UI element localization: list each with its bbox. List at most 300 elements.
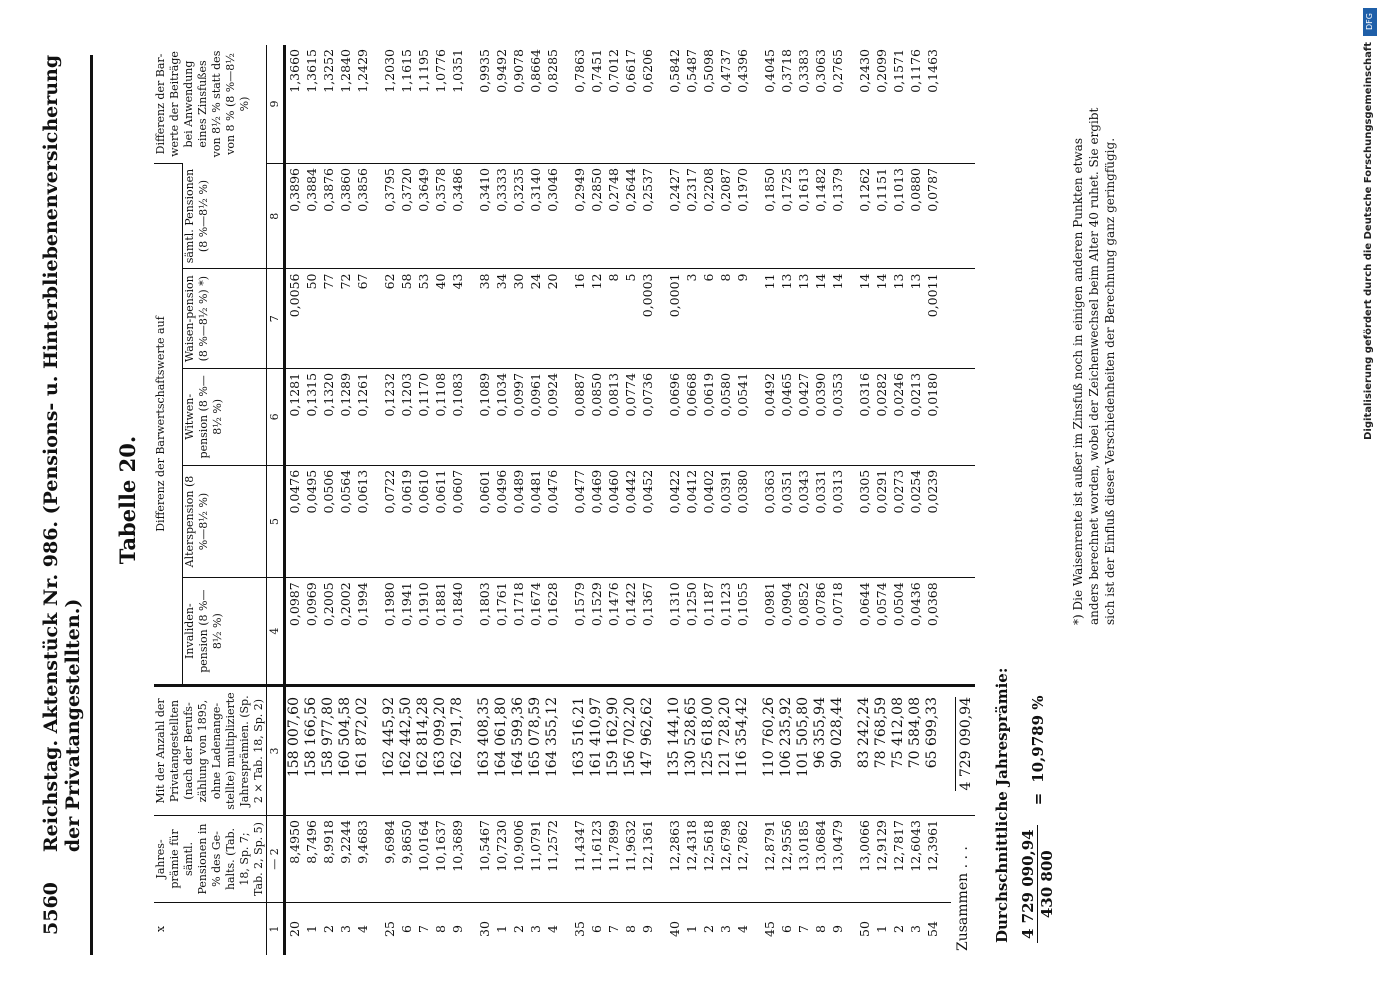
- old-age-cell: 0,0489: [510, 465, 527, 578]
- table-row: [449, 45, 476, 955]
- empty-cell: [951, 45, 975, 164]
- contribution-diff-cell: 0,5842: [667, 49, 682, 93]
- premium-cell: 9,8650: [398, 816, 415, 903]
- all-pensions-cell: 0,3795: [381, 164, 398, 270]
- orphan-cell: 6: [700, 269, 717, 368]
- contribution-diff-cell: 0,1571: [891, 49, 906, 93]
- widow-cell: 0,0580: [717, 368, 734, 465]
- orphan-cell: 0,0001: [666, 269, 683, 368]
- multiplied-premium-cell: 121 728,20: [717, 686, 734, 816]
- col-header-multiplied-premium: Mit der Anzahl der Privatangestellten (nach der Berufs-zählung von 1895, ohne Ladenange-stellte) multiplizierte Jahresprämien. (Sp. 2 × Tab. 18, Sp. 2): [154, 686, 267, 816]
- premium-cell: 9,2244: [337, 816, 354, 903]
- widow-cell: 0,0390: [812, 368, 829, 465]
- contribution-diff-cell: 0,8664: [528, 49, 543, 93]
- orphan-cell: 67: [354, 269, 381, 368]
- premium-cell: 12,8791: [761, 816, 778, 903]
- all-pensions-cell: 0,3856: [354, 164, 381, 270]
- premium-cell: 10,5467: [476, 816, 493, 903]
- multiplied-premium-cell: 162 791,78: [449, 686, 476, 816]
- multiplied-premium-cell: 125 618,00: [700, 686, 717, 816]
- equals-sign: =: [1028, 792, 1047, 806]
- multiplied-premium-cell: 161 410,97: [588, 686, 605, 816]
- all-pensions-cell: 0,3235: [510, 164, 527, 270]
- old-age-cell: 0,0601: [476, 465, 493, 578]
- multiplied-premium-cell: 147 962,62: [639, 686, 666, 816]
- orphan-cell: 0,0011: [924, 269, 951, 368]
- orphan-cell: 34: [493, 269, 510, 368]
- page-content: [40, 45, 1118, 955]
- age-cell: 6: [398, 903, 415, 956]
- multiplied-premium-cell: 75 412,08: [890, 686, 907, 816]
- orphan-cell: 24: [527, 269, 544, 368]
- table-row: [605, 45, 622, 955]
- table-row: [907, 45, 924, 955]
- old-age-cell: 0,0477: [571, 465, 588, 578]
- multiplied-premium-cell: 164 355,12: [544, 686, 571, 816]
- empty-cell: [951, 164, 975, 270]
- old-age-cell: 0,0363: [761, 465, 778, 578]
- widow-cell: 0,0213: [907, 368, 924, 465]
- all-pensions-cell: 0,3578: [432, 164, 449, 270]
- multiplied-premium-cell: 162 442,50: [398, 686, 415, 816]
- age-cell: 30: [476, 903, 493, 956]
- contribution-diff-cell: 0,7451: [589, 49, 604, 93]
- invalidity-cell: 0,0436: [907, 578, 924, 686]
- all-pensions-cell: 0,3896: [285, 164, 304, 270]
- credit-text: Digitalisierung gefördert durch die Deutsche Forschungsgemeinschaft: [1363, 42, 1374, 440]
- widow-cell: 0,1261: [354, 368, 381, 465]
- contribution-diff-cell: 1,2840: [338, 49, 353, 93]
- old-age-cell: 0,0343: [795, 465, 812, 578]
- old-age-cell: 0,0412: [683, 465, 700, 578]
- all-pensions-cell: 0,2748: [605, 164, 622, 270]
- orphan-cell: 14: [829, 269, 856, 368]
- table-row: [812, 45, 829, 955]
- widow-cell: 0,0353: [829, 368, 856, 465]
- premium-cell: 10,9006: [510, 816, 527, 903]
- orphan-cell: 43: [449, 269, 476, 368]
- all-pensions-cell: 0,2949: [571, 164, 588, 270]
- age-cell: 50: [856, 903, 873, 956]
- age-cell: 9: [449, 903, 476, 956]
- old-age-cell: 0,0722: [381, 465, 398, 578]
- premium-cell: 13,0479: [829, 816, 856, 903]
- widow-cell: 0,1170: [415, 368, 432, 465]
- widow-cell: 0,1083: [449, 368, 476, 465]
- old-age-cell: 0,0239: [924, 465, 951, 578]
- contribution-diff-cell: 1,0776: [433, 49, 448, 93]
- age-cell: 35: [571, 903, 588, 956]
- widow-cell: 0,0619: [700, 368, 717, 465]
- premium-cell: 12,7862: [734, 816, 761, 903]
- contribution-diff-cell: 0,4396: [735, 49, 750, 93]
- footnote: *) Die Waisenrente ist außer im Zinsfuß noch in einigen anderen Punkten etwas anders berechnet worden, wobei der Zeichenwechsel beim Alter 40 ruhet. Sie ergibt sich ist der Einfluß dieser Verschiedenheiten der Berechnung ganz geringfügig.: [1071, 107, 1117, 625]
- premium-cell: 12,6798: [717, 816, 734, 903]
- all-pensions-cell: 0,3486: [449, 164, 476, 270]
- all-pensions-cell: 0,0880: [907, 164, 924, 270]
- table-row: [829, 45, 856, 955]
- orphan-cell: 20: [544, 269, 571, 368]
- age-cell: 2: [510, 903, 527, 956]
- contribution-diff-cell: 1,2429: [355, 49, 370, 93]
- total-row: [951, 45, 975, 955]
- orphan-cell: 3: [683, 269, 700, 368]
- age-cell: 25: [381, 903, 398, 956]
- old-age-cell: 0,0607: [449, 465, 476, 578]
- invalidity-cell: 0,1718: [510, 578, 527, 686]
- invalidity-cell: 0,0718: [829, 578, 856, 686]
- table-row: [761, 45, 778, 955]
- multiplied-premium-cell: 162 445,92: [381, 686, 398, 816]
- invalidity-cell: 0,1803: [476, 578, 493, 686]
- orphan-cell: 13: [778, 269, 795, 368]
- all-pensions-cell: 0,2427: [666, 164, 683, 270]
- orphan-cell: 14: [873, 269, 890, 368]
- running-head: [40, 45, 84, 935]
- multiplied-premium-cell: 116 354,42: [734, 686, 761, 816]
- multiplied-premium-cell: 96 355,94: [812, 686, 829, 816]
- contribution-diff-cell: 0,8285: [545, 49, 560, 93]
- invalidity-cell: 0,1123: [717, 578, 734, 686]
- old-age-cell: 0,0313: [829, 465, 856, 578]
- all-pensions-cell: 0,3876: [320, 164, 337, 270]
- all-pensions-cell: 0,1850: [761, 164, 778, 270]
- orphan-cell: 13: [907, 269, 924, 368]
- multiplied-premium-cell: 160 504,58: [337, 686, 354, 816]
- all-pensions-cell: 0,2850: [588, 164, 605, 270]
- orphan-cell: 8: [605, 269, 622, 368]
- table-row: [666, 45, 683, 955]
- contribution-diff-cell: 0,2430: [857, 49, 872, 93]
- average-result: 10,9789 %: [1028, 695, 1047, 783]
- contribution-diff-cell: 1,3615: [304, 49, 319, 93]
- invalidity-cell: 0,0786: [812, 578, 829, 686]
- fraction-denominator: 430 800: [1038, 850, 1056, 919]
- col-header-group: Differenz der Barwertschaftswerte auf: [154, 164, 182, 686]
- premium-cell: 11,6123: [588, 816, 605, 903]
- invalidity-cell: 0,1674: [527, 578, 544, 686]
- widow-cell: 0,0774: [622, 368, 639, 465]
- widow-cell: 0,0668: [683, 368, 700, 465]
- invalidity-cell: 0,1422: [622, 578, 639, 686]
- multiplied-premium-cell: 163 099,20: [432, 686, 449, 816]
- all-pensions-cell: 0,3884: [303, 164, 320, 270]
- multiplied-premium-cell: 164 599,36: [510, 686, 527, 816]
- average-fraction: [1019, 825, 1056, 943]
- widow-cell: 0,0427: [795, 368, 812, 465]
- contribution-diff-cell: 0,3718: [779, 49, 794, 93]
- column-numbers: [267, 45, 285, 955]
- widow-cell: 0,0961: [527, 368, 544, 465]
- orphan-cell: 9: [734, 269, 761, 368]
- empty-cell: [951, 368, 975, 465]
- widow-cell: 0,0180: [924, 368, 951, 465]
- age-cell: 1: [873, 903, 890, 956]
- old-age-cell: 0,0481: [527, 465, 544, 578]
- old-age-cell: 0,0610: [415, 465, 432, 578]
- old-age-cell: 0,0506: [320, 465, 337, 578]
- old-age-cell: 0,0564: [337, 465, 354, 578]
- premium-cell: 9,4683: [354, 816, 381, 903]
- contribution-diff-cell: 0,1463: [925, 49, 940, 93]
- orphan-cell: 0,0056: [285, 269, 304, 368]
- invalidity-cell: 0,1055: [734, 578, 761, 686]
- age-cell: 4: [354, 903, 381, 956]
- invalidity-cell: 0,1529: [588, 578, 605, 686]
- orphan-cell: 8: [717, 269, 734, 368]
- table-row: [717, 45, 734, 955]
- average-label: Durchschnittliche Jahresprämie:: [993, 667, 1011, 943]
- age-cell: 9: [639, 903, 666, 956]
- old-age-cell: 0,0254: [907, 465, 924, 578]
- age-cell: 8: [432, 903, 449, 956]
- premium-cell: 12,7817: [890, 816, 907, 903]
- age-cell: 1: [493, 903, 510, 956]
- table-body: [285, 45, 976, 955]
- age-cell: 1: [683, 903, 700, 956]
- table-row: [381, 45, 398, 955]
- multiplied-premium-cell: 163 516,21: [571, 686, 588, 816]
- premium-cell: 10,3689: [449, 816, 476, 903]
- average-block: [993, 45, 1056, 943]
- premium-cell: 12,3961: [924, 816, 951, 903]
- col-header-annual-premium: Jahres-prämie für sämtl. Pensionen in % des Ge-halts. (Tab. 18, Sp. 7; Tab. 2, Sp. 5): [154, 816, 267, 903]
- all-pensions-cell: 0,3333: [493, 164, 510, 270]
- col-num: 9: [267, 45, 285, 164]
- col-num: 3: [267, 686, 285, 816]
- multiplied-premium-cell: 110 760,26: [761, 686, 778, 816]
- table-row: [415, 45, 432, 955]
- widow-cell: 0,1203: [398, 368, 415, 465]
- invalidity-cell: 0,0644: [856, 578, 873, 686]
- multiplied-premium-cell: 130 528,65: [683, 686, 700, 816]
- contribution-diff-cell: 0,5487: [684, 49, 699, 93]
- premium-cell: 8,4950: [285, 816, 304, 903]
- invalidity-cell: 0,1579: [571, 578, 588, 686]
- premium-cell: 10,7230: [493, 816, 510, 903]
- premium-cell: 12,6043: [907, 816, 924, 903]
- col-num: 8: [267, 164, 285, 270]
- all-pensions-cell: 0,1013: [890, 164, 907, 270]
- widow-cell: 0,1108: [432, 368, 449, 465]
- invalidity-cell: 0,0368: [924, 578, 951, 686]
- all-pensions-cell: 0,3410: [476, 164, 493, 270]
- invalidity-cell: 0,0969: [303, 578, 320, 686]
- age-cell: 3: [717, 903, 734, 956]
- fraction-numerator: 4 729 090,94: [1019, 825, 1038, 943]
- col-header-all-pensions: sämtl. Pensionen (8 %—8½ %): [182, 164, 266, 270]
- multiplied-premium-cell: 159 162,90: [605, 686, 622, 816]
- multiplied-premium-cell: 106 235,92: [778, 686, 795, 816]
- multiplied-premium-cell: 65 699,33: [924, 686, 951, 816]
- all-pensions-cell: 0,1970: [734, 164, 761, 270]
- multiplied-premium-cell: 158 977,80: [320, 686, 337, 816]
- age-cell: 20: [285, 903, 304, 956]
- old-age-cell: 0,0613: [354, 465, 381, 578]
- orphan-cell: 40: [432, 269, 449, 368]
- widow-cell: 0,1034: [493, 368, 510, 465]
- premium-cell: 12,4318: [683, 816, 700, 903]
- invalidity-cell: 0,0504: [890, 578, 907, 686]
- multiplied-premium-cell: 70 584,08: [907, 686, 924, 816]
- old-age-cell: 0,0331: [812, 465, 829, 578]
- old-age-cell: 0,0422: [666, 465, 683, 578]
- all-pensions-cell: 0,1262: [856, 164, 873, 270]
- invalidity-cell: 0,1310: [666, 578, 683, 686]
- invalidity-cell: 0,1367: [639, 578, 666, 686]
- all-pensions-cell: 0,2087: [717, 164, 734, 270]
- age-cell: 9: [829, 903, 856, 956]
- orphan-cell: 14: [812, 269, 829, 368]
- age-cell: 8: [812, 903, 829, 956]
- premium-cell: 11,9632: [622, 816, 639, 903]
- premium-cell: 11,4347: [571, 816, 588, 903]
- col-num: 7: [267, 269, 285, 368]
- orphan-cell: 16: [571, 269, 588, 368]
- widow-cell: 0,1289: [337, 368, 354, 465]
- table-row: [337, 45, 354, 955]
- orphan-cell: 30: [510, 269, 527, 368]
- orphan-cell: 53: [415, 269, 432, 368]
- contribution-diff-cell: 1,2030: [382, 49, 397, 93]
- age-cell: 7: [415, 903, 432, 956]
- col-header-contribution-difference: Differenz der Bar-werte der Beiträge bei Anwendung eines Zinsfußes von 8½ % statt des von 8 % (8 %—8½ %): [154, 45, 267, 164]
- table-row: [683, 45, 700, 955]
- invalidity-cell: 0,1840: [449, 578, 476, 686]
- orphan-cell: 77: [320, 269, 337, 368]
- multiplied-premium-cell: 163 408,35: [476, 686, 493, 816]
- premium-cell: 12,1361: [639, 816, 666, 903]
- orphan-cell: 50: [303, 269, 320, 368]
- widow-cell: 0,1320: [320, 368, 337, 465]
- all-pensions-cell: 0,3860: [337, 164, 354, 270]
- old-age-cell: 0,0469: [588, 465, 605, 578]
- widow-cell: 0,0696: [666, 368, 683, 465]
- old-age-cell: 0,0291: [873, 465, 890, 578]
- age-cell: 3: [527, 903, 544, 956]
- running-title: Reichstag. Aktenstück Nr. 986. (Pensions- u. Hinterbliebenenversicherung der Privatangestellten.): [40, 54, 84, 853]
- invalidity-cell: 0,1187: [700, 578, 717, 686]
- premium-cell: 9,6984: [381, 816, 398, 903]
- widow-cell: 0,0736: [639, 368, 666, 465]
- contribution-diff-cell: 0,2765: [830, 49, 845, 93]
- contribution-diff-cell: 0,5098: [701, 49, 716, 93]
- age-cell: 4: [544, 903, 571, 956]
- table-row: [622, 45, 639, 955]
- age-cell: 3: [907, 903, 924, 956]
- all-pensions-cell: 0,3140: [527, 164, 544, 270]
- contribution-diff-cell: 0,9935: [477, 49, 492, 93]
- table-row: [398, 45, 415, 955]
- all-pensions-cell: 0,2317: [683, 164, 700, 270]
- orphan-cell: 12: [588, 269, 605, 368]
- all-pensions-cell: 0,3046: [544, 164, 571, 270]
- contribution-diff-cell: 0,7012: [606, 49, 621, 93]
- table-row: [354, 45, 381, 955]
- invalidity-cell: 0,1910: [415, 578, 432, 686]
- contribution-diff-cell: 0,1176: [908, 49, 923, 93]
- page-number: 5560: [40, 882, 62, 935]
- premium-cell: 12,2863: [666, 816, 683, 903]
- premium-cell: 11,7899: [605, 816, 622, 903]
- data-table: [154, 45, 975, 955]
- orphan-cell: 13: [795, 269, 812, 368]
- old-age-cell: 0,0452: [639, 465, 666, 578]
- all-pensions-cell: 0,0787: [924, 164, 951, 270]
- premium-cell: 11,0791: [527, 816, 544, 903]
- multiplied-premium-cell: 90 028,44: [829, 686, 856, 816]
- all-pensions-cell: 0,2537: [639, 164, 666, 270]
- average-formula: [1019, 45, 1056, 943]
- age-cell: 4: [734, 903, 761, 956]
- contribution-diff-cell: 0,3063: [813, 49, 828, 93]
- widow-cell: 0,0246: [890, 368, 907, 465]
- old-age-cell: 0,0442: [622, 465, 639, 578]
- multiplied-premium-cell: 165 078,59: [527, 686, 544, 816]
- contribution-diff-cell: 1,1195: [416, 49, 431, 93]
- all-pensions-cell: 0,2208: [700, 164, 717, 270]
- invalidity-cell: 0,1980: [381, 578, 398, 686]
- widow-cell: 0,0492: [761, 368, 778, 465]
- premium-cell: 11,2572: [544, 816, 571, 903]
- old-age-cell: 0,0380: [734, 465, 761, 578]
- age-cell: 6: [778, 903, 795, 956]
- col-header-orphan: Waisen-pension (8 %—8½ %) *): [182, 269, 266, 368]
- multiplied-premium-cell: 156 702,20: [622, 686, 639, 816]
- contribution-diff-cell: 0,2099: [874, 49, 889, 93]
- col-header-widow: Witwen-pension (8 %—8½ %): [182, 368, 266, 465]
- table-row: [734, 45, 761, 955]
- widow-cell: 0,0924: [544, 368, 571, 465]
- age-cell: 54: [924, 903, 951, 956]
- widow-cell: 0,0887: [571, 368, 588, 465]
- empty-cell: [951, 465, 975, 578]
- contribution-diff-cell: 1,3252: [321, 49, 336, 93]
- widow-cell: 0,0282: [873, 368, 890, 465]
- orphan-cell: 38: [476, 269, 493, 368]
- orphan-cell: 58: [398, 269, 415, 368]
- invalidity-cell: 0,1761: [493, 578, 510, 686]
- age-cell: 7: [795, 903, 812, 956]
- table-row: [639, 45, 666, 955]
- all-pensions-cell: 0,1613: [795, 164, 812, 270]
- invalidity-cell: 0,1881: [432, 578, 449, 686]
- table-row: [571, 45, 588, 955]
- widow-cell: 0,1281: [285, 368, 304, 465]
- widow-cell: 0,1315: [303, 368, 320, 465]
- old-age-cell: 0,0611: [432, 465, 449, 578]
- orphan-cell: 62: [381, 269, 398, 368]
- widow-cell: 0,0541: [734, 368, 761, 465]
- all-pensions-cell: 0,2644: [622, 164, 639, 270]
- old-age-cell: 0,0476: [285, 465, 304, 578]
- age-cell: 2: [700, 903, 717, 956]
- multiplied-premium-cell: 162 814,28: [415, 686, 432, 816]
- invalidity-cell: 0,0987: [285, 578, 304, 686]
- invalidity-cell: 0,0904: [778, 578, 795, 686]
- multiplied-premium-cell: 78 768,59: [873, 686, 890, 816]
- premium-cell: 12,9556: [778, 816, 795, 903]
- old-age-cell: 0,0402: [700, 465, 717, 578]
- multiplied-premium-cell: 158 166,56: [303, 686, 320, 816]
- orphan-cell: 11: [761, 269, 778, 368]
- premium-cell: 13,0185: [795, 816, 812, 903]
- widow-cell: 0,0316: [856, 368, 873, 465]
- invalidity-cell: 0,1250: [683, 578, 700, 686]
- contribution-diff-cell: 0,4737: [718, 49, 733, 93]
- premium-cell: 8,7496: [303, 816, 320, 903]
- all-pensions-cell: 0,1379: [829, 164, 856, 270]
